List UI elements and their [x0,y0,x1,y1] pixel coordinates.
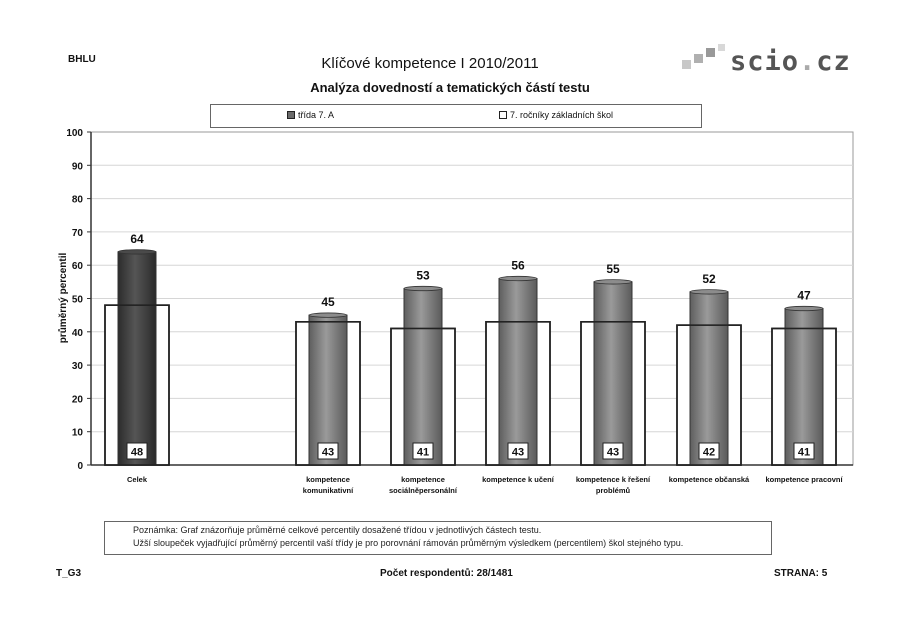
y-tick-label: 70 [71,227,83,239]
y-tick-label: 50 [71,294,83,306]
chart-subtitle: Analýza dovedností a tematických částí testu [310,80,590,95]
footer-page: STRANA: 5 [774,568,828,579]
bar-class-top [594,280,632,284]
x-tick-label: komunikativní [302,486,354,495]
data-label-schools: 41 [797,446,811,459]
logo-wordmark: scio.cz [730,46,851,77]
x-tick-label: kompetence k řešení [575,475,651,484]
data-label-class: 64 [130,231,144,246]
x-tick-label: kompetence [401,475,445,484]
data-label-class: 45 [321,295,335,310]
y-tick-label: 80 [71,194,83,206]
note-line-2: Užší sloupeček vyjadřující průměrný percentil vaší třídy je pro porovnání rámován průměrným výsledkem (percentilem) škol stejného typu. [133,538,684,548]
y-tick-label: 20 [71,394,83,406]
bar-class [499,279,537,465]
data-label-class: 47 [797,288,811,303]
data-label-schools: 41 [416,446,430,459]
data-label-schools: 43 [321,446,335,459]
bar-class-top [404,286,442,290]
data-label-schools: 43 [511,446,525,459]
legend-label-schools: 7. ročníky základních škol [510,110,614,120]
bar-class-top [785,306,823,310]
data-label-class: 52 [702,271,716,286]
school-code: BHLU [68,54,96,65]
y-tick-label: 0 [77,461,83,472]
x-tick-label: Celek [126,475,148,484]
note-line-1: Poznámka: Graf znázorňuje průměrné celkové percentily dosažené třídou v jednotlivých částech testu. [133,525,542,535]
bar-class [785,308,823,465]
y-tick-label: 90 [71,161,83,173]
y-tick-label: 30 [71,361,83,373]
bar-class [118,252,156,465]
x-tick-label: problémů [595,486,631,495]
x-tick-label: kompetence pracovní [765,475,843,484]
report-title: Klíčové kompetence I 2010/2011 [321,55,539,72]
footer-respondents: Počet respondentů: 28/1481 [380,568,513,579]
legend-label-class: třída 7. A [298,110,335,120]
bar-class [690,292,728,465]
y-tick-label: 10 [71,427,83,439]
bar-class-top [118,250,156,254]
bar-class-top [309,313,347,317]
bar-class-top [499,276,537,280]
y-tick-label: 40 [71,327,83,339]
bar-class [594,282,632,465]
x-tick-label: kompetence k učení [482,475,554,484]
data-label-class: 55 [606,261,620,276]
x-tick-label: kompetence občanská [668,475,750,484]
data-label-class: 56 [511,258,525,273]
bar-class [404,289,442,465]
x-tick-label: sociálněpersonální [389,486,457,495]
y-axis-title: průměrný percentil [58,252,69,344]
data-label-class: 53 [416,268,430,283]
bar-class-top [690,290,728,294]
x-tick-label: kompetence [306,475,350,484]
y-tick-label: 60 [71,261,83,273]
y-tick-label: 100 [66,128,83,139]
data-label-schools: 48 [130,446,144,459]
data-label-schools: 42 [702,446,716,459]
footer-code: T_G3 [56,568,82,579]
chart-note [104,521,772,555]
data-label-schools: 43 [606,446,620,459]
